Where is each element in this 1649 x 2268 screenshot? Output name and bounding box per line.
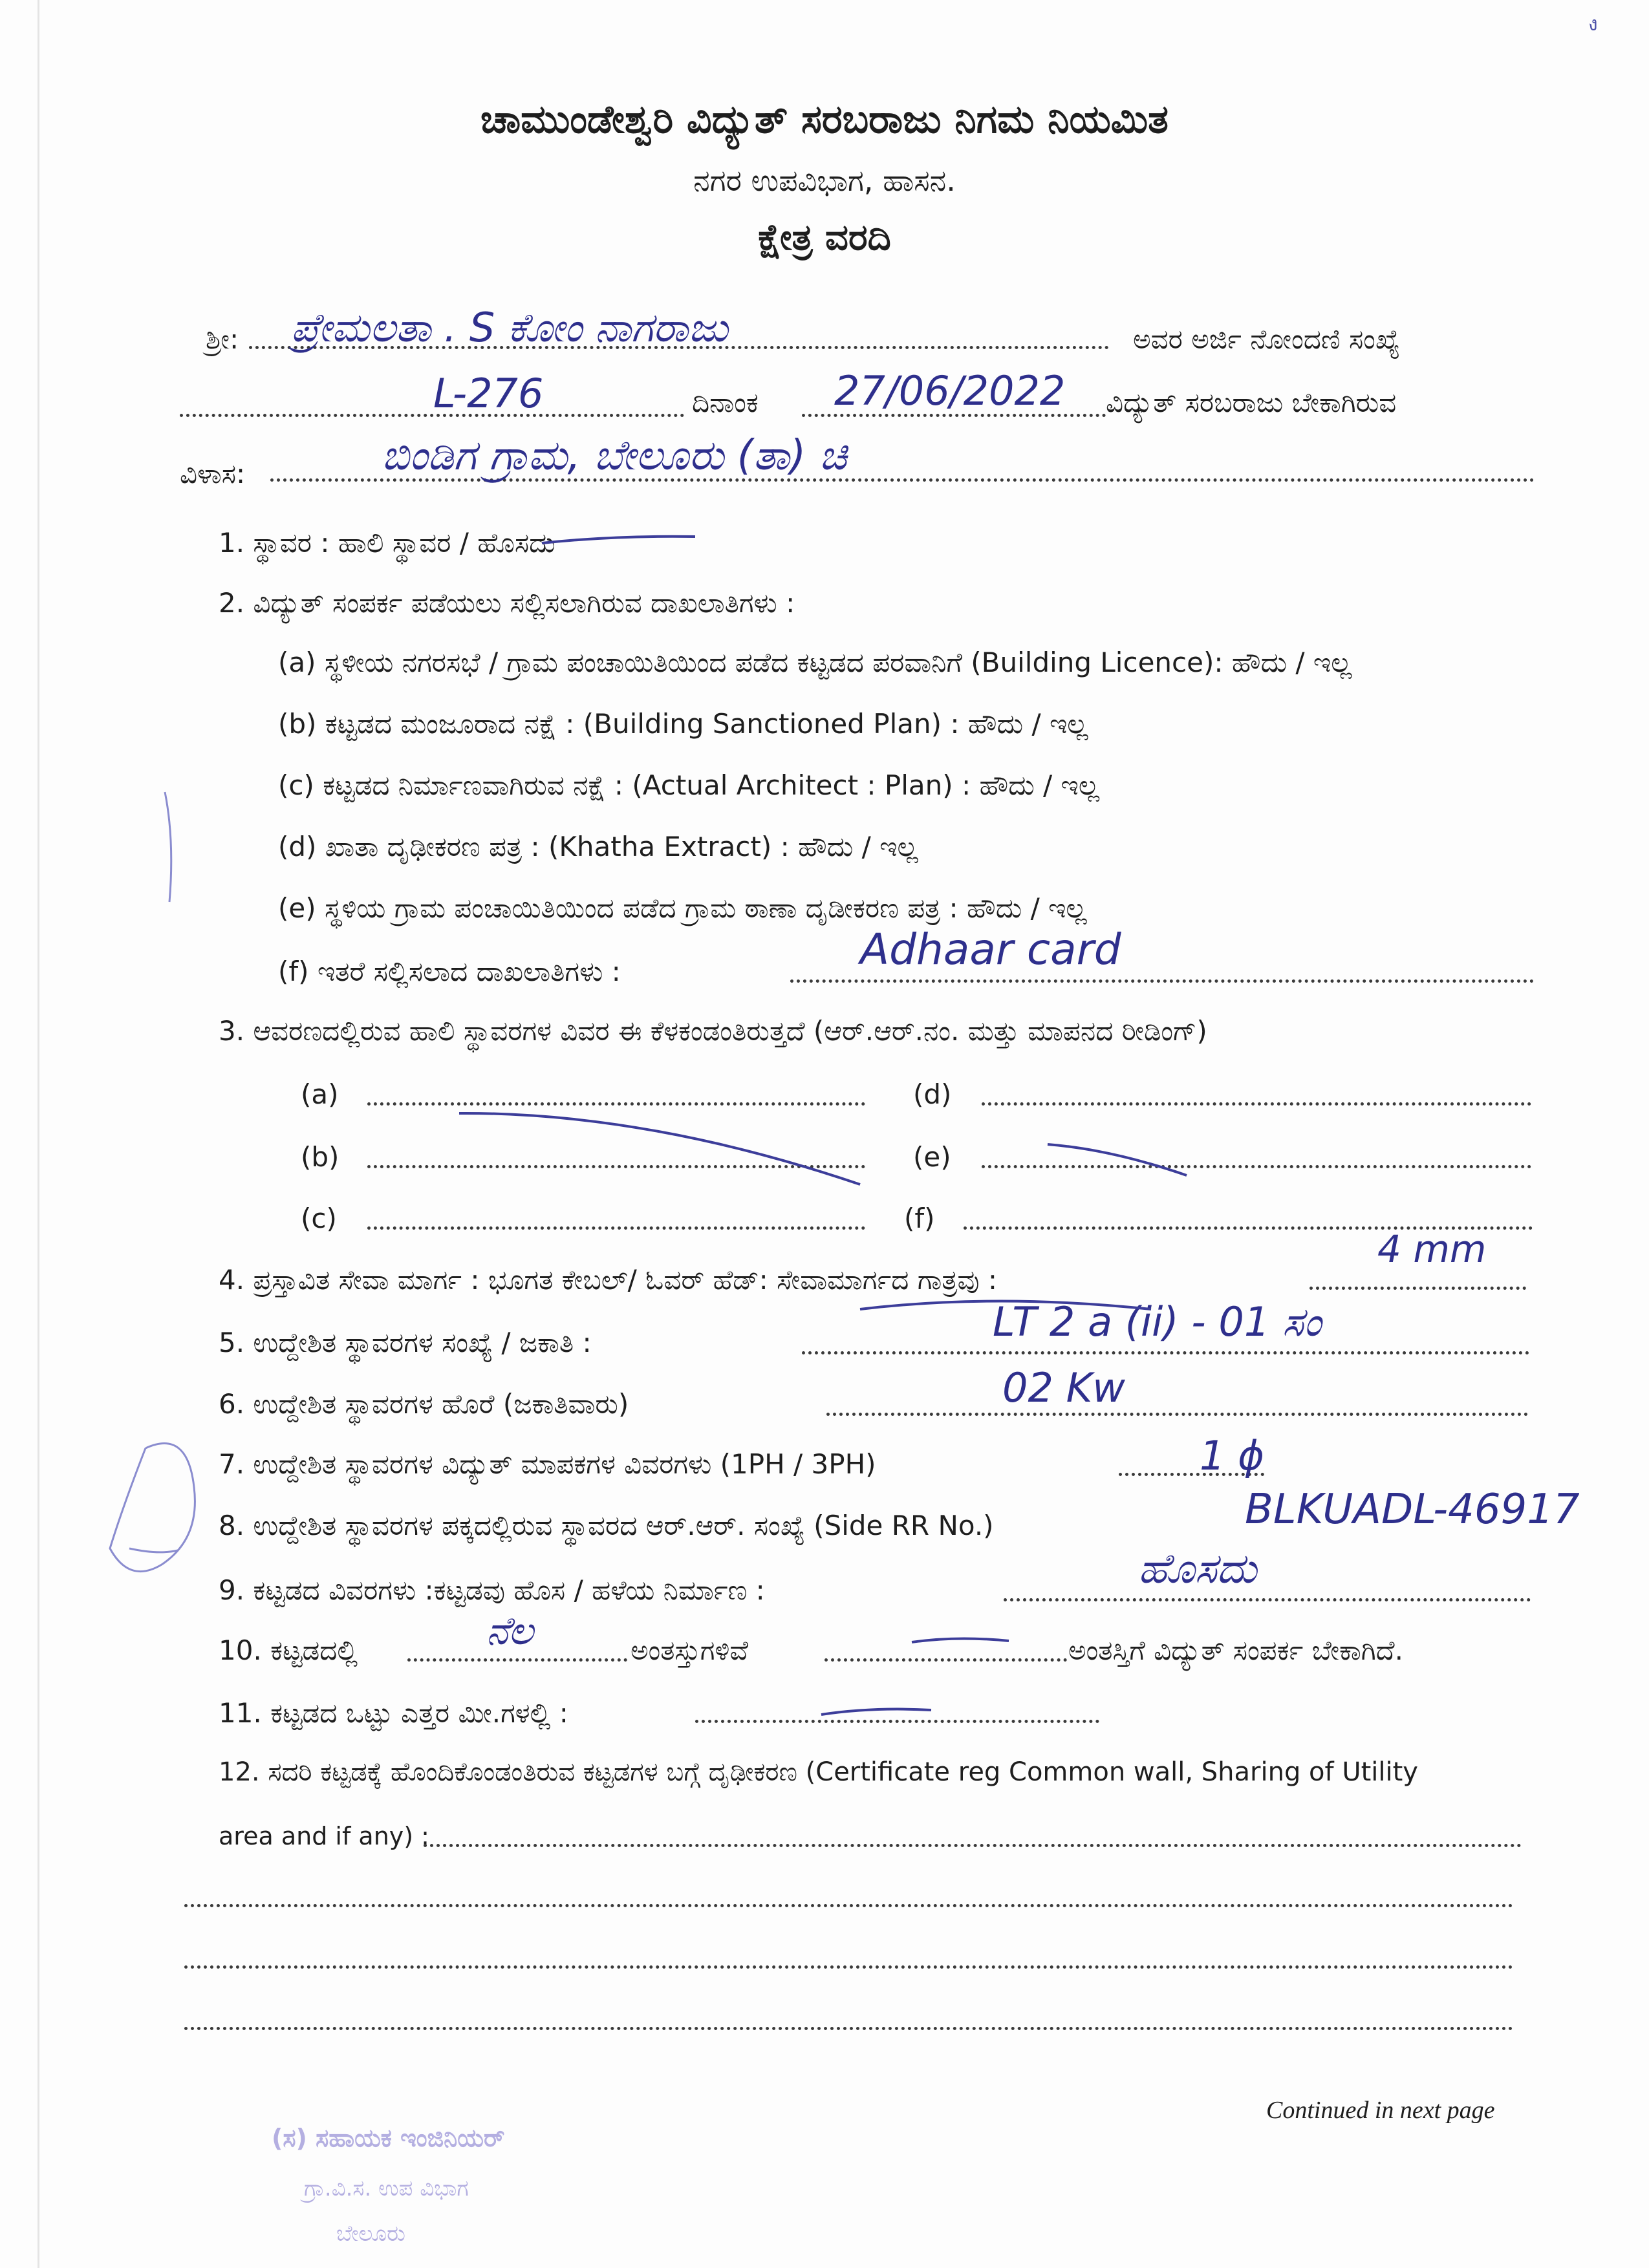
item-10-hw: ನೆಲ <box>486 1609 534 1654</box>
item-3c: (c) <box>301 1203 337 1234</box>
reg-no-hw: L-276 <box>433 370 544 417</box>
item-2: 2. ವಿದ್ಯುತ್ ಸಂಪರ್ಕ ಪಡೆಯಲು ಸಲ್ಲಿಸಲಾಗಿರುವ ದಾಖಲಾತಿಗಳು : <box>219 587 795 619</box>
item-8: 8. ಉದ್ದೇಶಿತ ಸ್ಥಾವರಗಳ ಪಕ್ಕದಲ್ಲಿರುವ ಸ್ಥಾವರದ ಆರ್.ಆರ್. ಸಂಖ್ಯೆ (Side RR No.) <box>219 1510 994 1541</box>
office-stamp-line1: (ಸ) ಸಹಾಯಕ ಇಂಜಿನಿಯರ್ <box>272 2124 505 2152</box>
margin-scribble-1 <box>165 792 171 902</box>
date-label: ದಿನಾಂಕ <box>692 387 759 418</box>
margin-scribble-2 <box>129 1548 178 1552</box>
item-2e: (e) ಸ್ಥಳಿಯ ಗ್ರಾಮ ಪಂಚಾಯಿತಿಯಿಂದ ಪಡೆದ ಗ್ರಾಮ ಠಾಣಾ ದೃಡೀಕರಣ ಪತ್ರ : ಹೌದು / ಇಲ್ಲ <box>278 892 1087 924</box>
corner-mark: ง <box>1588 13 1598 36</box>
date-hw: 27/06/2022 <box>834 367 1066 414</box>
item-8-hw: BLKUADL-46917 <box>1245 1486 1580 1534</box>
supply-label: ವಿದ್ಯುತ್ ಸರಬರಾಜು ಬೇಕಾಗಿರುವ <box>1106 387 1397 418</box>
item-5-hw: LT 2 a (ii) - 01 ಸಂ <box>993 1298 1322 1345</box>
item-4-hw: 4 mm <box>1377 1227 1487 1271</box>
item-2f-hw: Adhaar card <box>860 925 1121 974</box>
item-2b: (b) ಕಟ್ಟಡದ ಮಂಜೂರಾದ ನಕ್ಷೆ : (Building Sanctioned Plan) : ಹೌದು / ಇಲ್ಲ <box>278 708 1088 740</box>
item-3: 3. ಆವರಣದಲ್ಲಿರುವ ಹಾಲಿ ಸ್ಥಾವರಗಳ ವಿವರ ಈ ಕೆಳಕಂಡಂತಿರುತ್ತದೆ (ಆರ್.ಆರ್.ನಂ. ಮತ್ತು ಮಾಪನದ ರೀಡಿಂಗ್) <box>219 1015 1207 1047</box>
reg-no-label: ಅವರ ಅರ್ಜಿ ನೋಂದಣಿ ಸಂಖ್ಯೆ <box>1133 323 1400 355</box>
item-5: 5. ಉದ್ದೇಶಿತ ಸ್ಥಾವರಗಳ ಸಂಖ್ಯೆ / ಜಕಾತಿ : <box>219 1327 592 1358</box>
item-9: 9. ಕಟ್ಟಡದ ವಿವರಗಳು :ಕಟ್ಟಡವು ಹೊಸ / ಹಳೆಯ ನಿರ್ಮಾಣ : <box>219 1574 765 1606</box>
item-7-hw: 1 ϕ <box>1200 1432 1265 1479</box>
item-3e: (e) <box>913 1141 951 1173</box>
item-3b: (b) <box>301 1141 339 1173</box>
underline-hosadu <box>542 537 695 543</box>
item-2d: (d) ಖಾತಾ ದೃಢೀಕರಣ ಪತ್ರ : (Khatha Extract) : ಹೌದು / ಇಲ್ಲ <box>278 831 918 862</box>
address-label: ವಿಳಾಸ: <box>180 458 246 489</box>
prefix-label: ಶ್ರೀ: <box>206 323 239 355</box>
strike-3a <box>459 1113 860 1184</box>
item-3f: (f) <box>904 1203 935 1234</box>
item-2f: (f) ಇತರೆ ಸಲ್ಲಿಸಲಾದ ದಾಖಲಾತಿಗಳು : <box>278 956 621 987</box>
item-9-hw: ಹೊಸದು <box>1138 1545 1257 1593</box>
item-2c: (c) ಕಟ್ಟಡದ ನಿರ್ಮಾಣವಾಗಿರುವ ನಕ್ಷೆ : (Actual Architect : Plan) : ಹೌದು / ಇಲ್ಲ <box>278 769 1100 801</box>
stroke-item11 <box>821 1709 931 1715</box>
item-10-required: ಅಂತಸ್ತಿಗೆ ವಿದ್ಯುತ್ ಸಂಪರ್ಕ ಬೇಕಾಗಿದೆ. <box>1068 1634 1403 1666</box>
org-title: ಚಾಮುಂಡೇಶ್ವರಿ ವಿದ್ಯುತ್ ಸರಬರಾಜು ನಿಗಮ ನಿಯಮಿತ <box>480 97 1169 142</box>
item-12-cont: area and if any) : <box>219 1822 429 1850</box>
item-3a: (a) <box>301 1078 339 1110</box>
applicant-name-hw: ಪ್ರೇಮಲತಾ . S ಕೋಂ ನಾಗರಾಜು <box>291 304 728 351</box>
item-12: 12. ಸದರಿ ಕಟ್ಟಡಕ್ಕೆ ಹೊಂದಿಕೊಂಡಂತಿರುವ ಕಟ್ಟಡಗಳ ಬಗ್ಗೆ ದೃಢೀಕರಣ (Certificate reg Common wall, Sharing of Utility <box>219 1757 1418 1787</box>
item-11: 11. ಕಟ್ಟಡದ ಒಟ್ಟು ಎತ್ತರ ಮೀ.ಗಳಲ್ಲಿ : <box>219 1697 568 1729</box>
address-hw: ಬಿಂಡಿಗ ಗ್ರಾಮ, ಬೇಲೂರು (ತಾ) ಚಿ <box>382 432 847 480</box>
form-title: ಕ್ಷೇತ್ರ ವರದಿ <box>758 217 891 259</box>
continued-note: Continued in next page <box>1266 2097 1495 2124</box>
subdivision-line: ನಗರ ಉಪವಿಭಾಗ, ಹಾಸನ. <box>693 163 956 198</box>
office-stamp-line2: ಗ್ರಾ.ವಿ.ಸ. ಉಪ ವಿಭಾಗ <box>304 2176 469 2201</box>
item-2a: (a) ಸ್ಥಳೀಯ ನಗರಸಭೆ / ಗ್ರಾಮ ಪಂಚಾಯಿತಿಯಿಂದ ಪಡೆದ ಕಟ್ಟಡದ ಪರವಾನಿಗೆ (Building Licence): ಹೌದು / ಇಲ್ಲ <box>278 647 1352 678</box>
underline-item4 <box>860 1301 1151 1310</box>
item-1: 1. ಸ್ಥಾವರ : ಹಾಲಿ ಸ್ಥಾವರ / ಹೊಸದು <box>219 527 555 559</box>
item-10-label: 10. ಕಟ್ಟಡದಲ್ಲಿ <box>219 1634 358 1666</box>
strike-3e <box>1048 1144 1187 1175</box>
item-6-hw: 02 Kw <box>1002 1364 1125 1411</box>
item-6: 6. ಉದ್ದೇಶಿತ ಸ್ಥಾವರಗಳ ಹೊರೆ (ಜಕಾತಿವಾರು) <box>219 1388 629 1420</box>
item-10-floors: ಅಂತಸ್ತುಗಳಿವೆ <box>630 1634 749 1666</box>
stroke-item10 <box>912 1638 1009 1642</box>
item-7: 7. ಉದ್ದೇಶಿತ ಸ್ಥಾವರಗಳ ವಿದ್ಯುತ್ ಮಾಪಕಗಳ ವಿವರಗಳು (1PH / 3PH) <box>219 1448 876 1480</box>
office-stamp-line3: ಬೇಲೂರು <box>336 2221 405 2247</box>
item-4: 4. ಪ್ರಸ್ತಾವಿತ ಸೇವಾ ಮಾರ್ಗ : ಭೂಗತ ಕೇಬಲ್/ ಓವರ್ ಹೆಡ್: ಸೇವಾಮಾರ್ಗದ ಗಾತ್ರವು : <box>219 1264 998 1296</box>
item-3d: (d) <box>913 1078 952 1110</box>
